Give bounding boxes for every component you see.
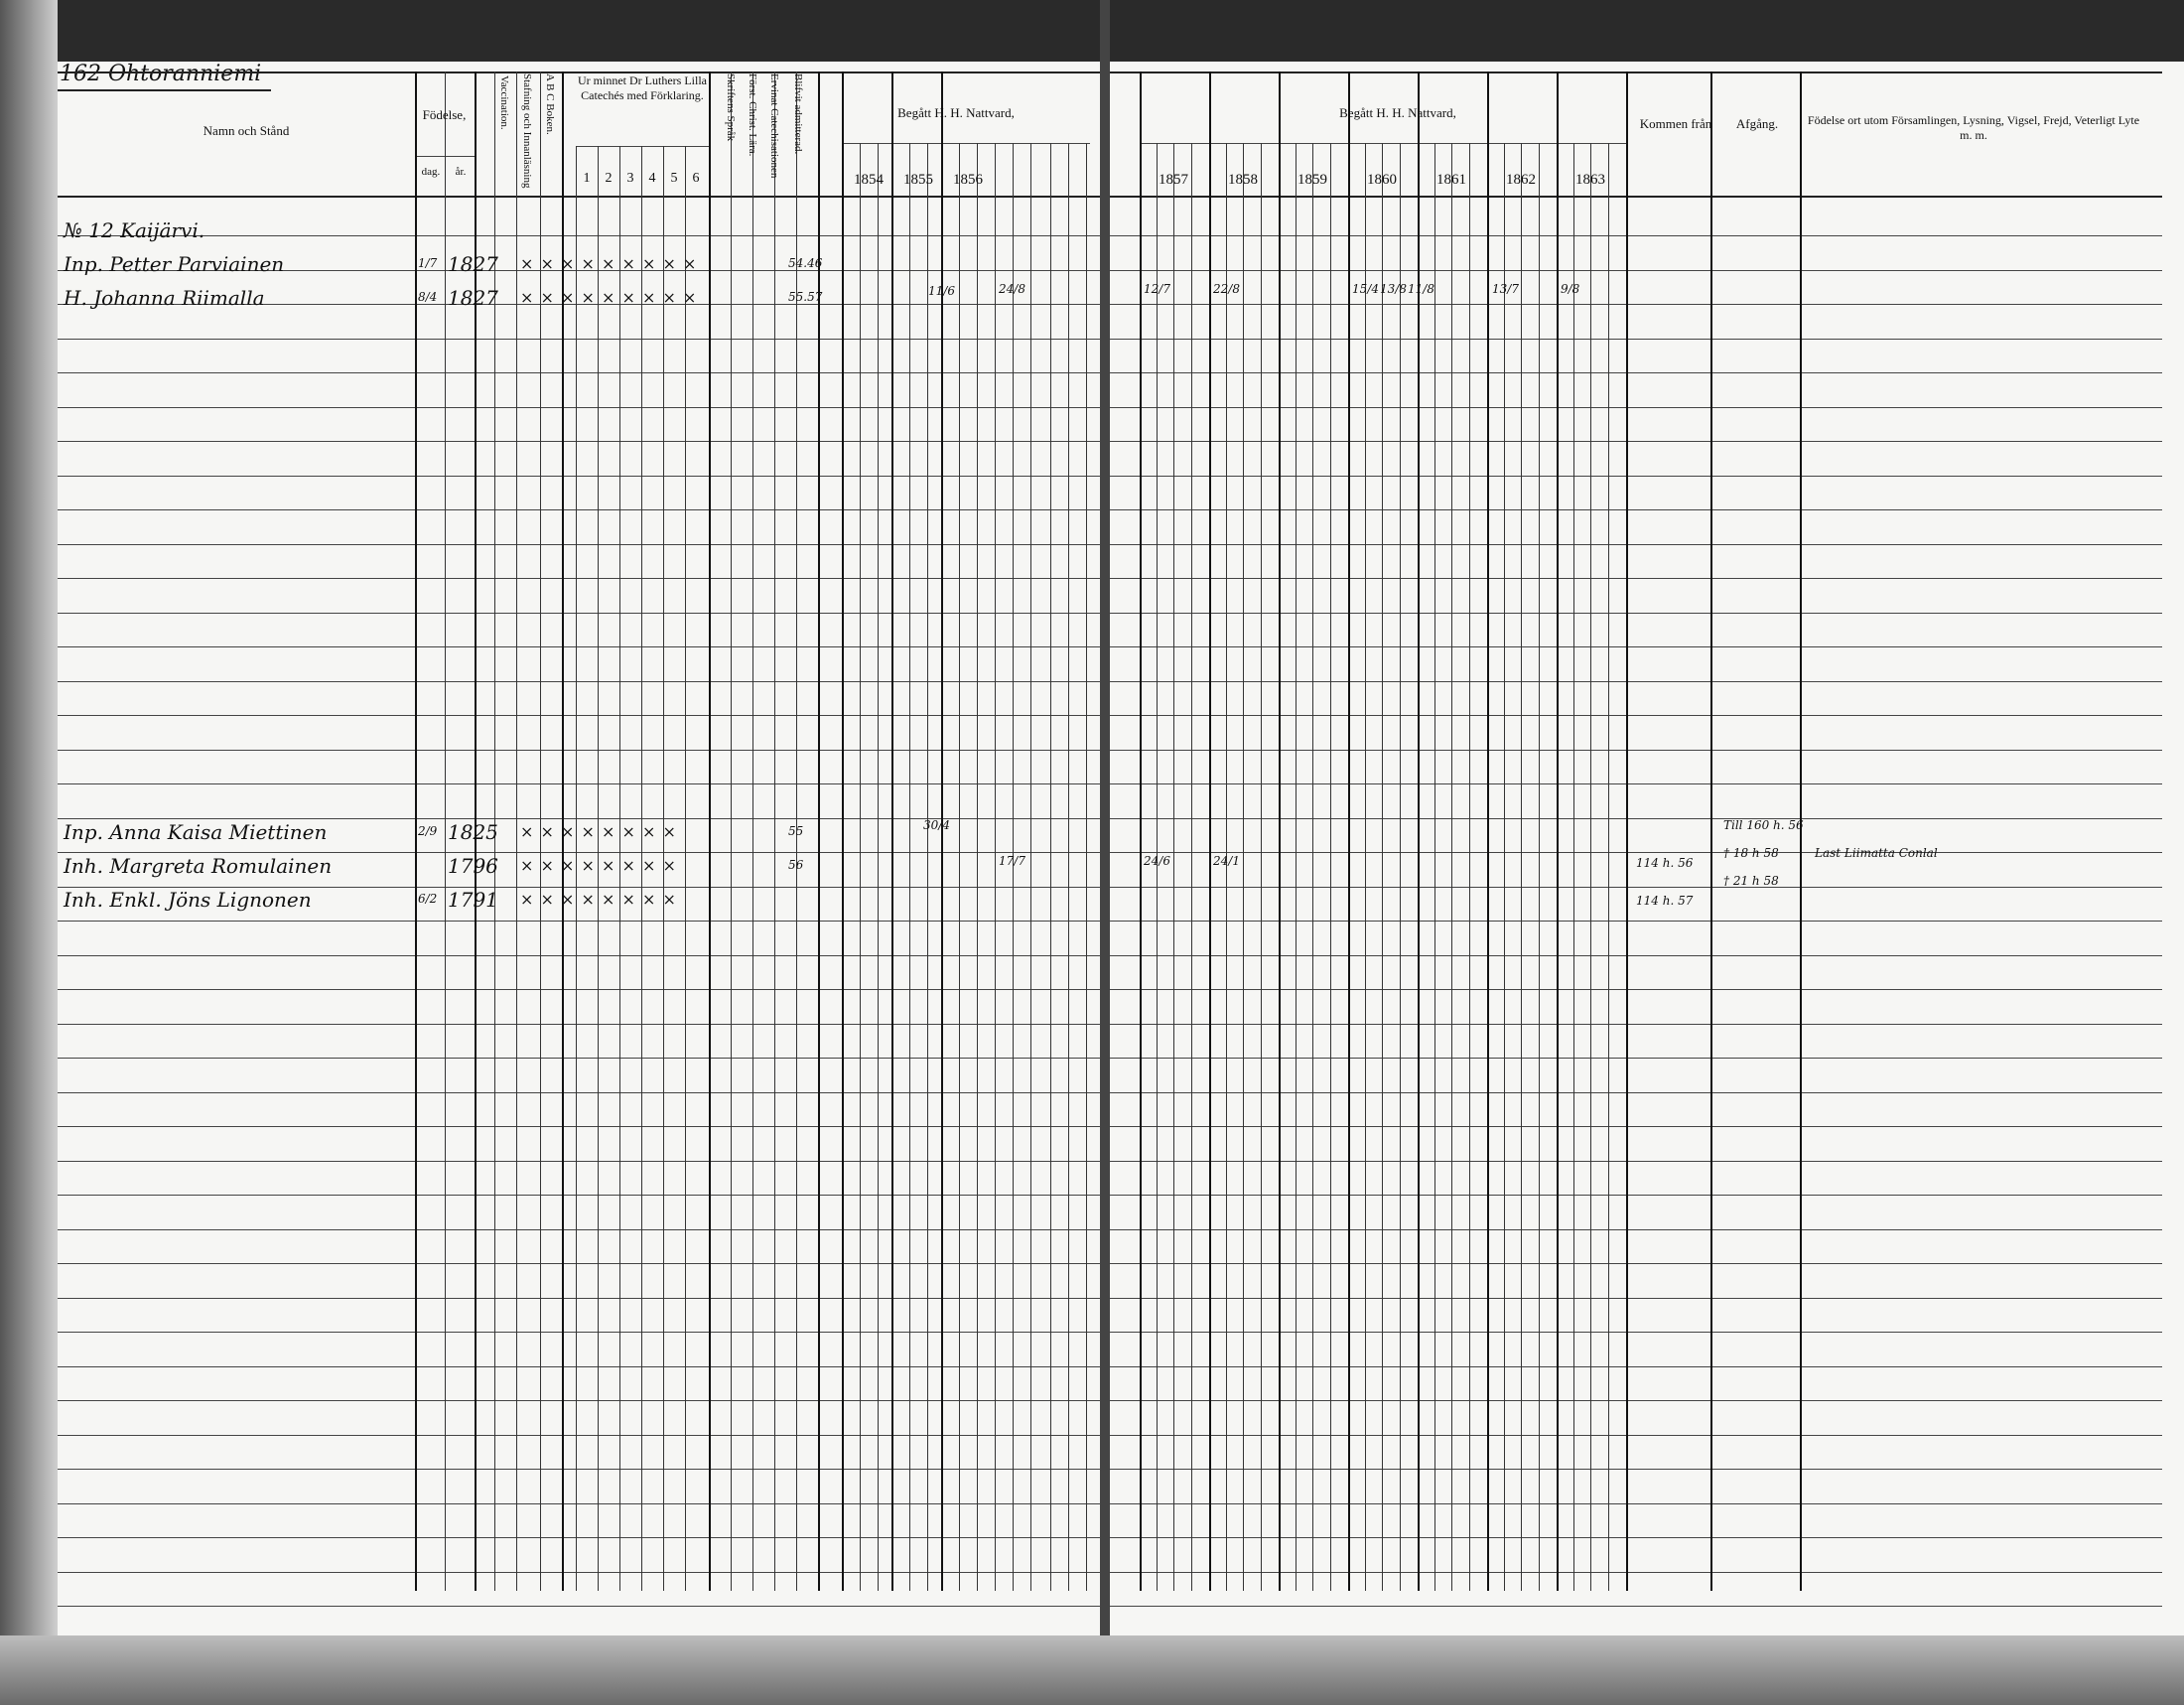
- year-header-1859: 1859: [1297, 172, 1327, 188]
- row-rule: [1110, 646, 2162, 647]
- row-rule: [1110, 613, 2162, 614]
- row-rule: [58, 783, 1100, 784]
- page-number-heading: [60, 62, 261, 86]
- col-rule: [445, 71, 446, 1591]
- kommen-row6: 114 h. 57: [1636, 894, 1694, 908]
- entry-birth-year: 1791: [448, 888, 498, 912]
- communion-mark-row2: 11/8: [1408, 282, 1434, 296]
- row-rule: [1110, 852, 2162, 853]
- row-rule: [1110, 235, 2162, 236]
- row-rule: [58, 1366, 1100, 1367]
- entry-birth-year: 1825: [448, 820, 498, 844]
- row-rule: [1110, 681, 2162, 682]
- communion-mark-row2: 15/4: [1352, 282, 1379, 296]
- entry-birth-year: 1796: [448, 854, 498, 878]
- row-rule: [1110, 270, 2162, 271]
- entry-examination-note: 54.46: [788, 256, 823, 270]
- left-register-page: [58, 62, 1100, 1635]
- row-rule: [1110, 955, 2162, 956]
- row-rule: [58, 476, 1100, 477]
- row-rule: [1110, 1195, 2162, 1196]
- col-rule: [959, 143, 960, 1591]
- entry-marks: × × × × × × × × ×: [520, 254, 698, 273]
- entry-name: Inh. Margreta Romulainen: [64, 854, 333, 878]
- entry-birth-day: 1/7: [418, 256, 438, 270]
- row-rule: [1110, 509, 2162, 510]
- row-rule: [58, 235, 1100, 236]
- col-rule: [1209, 71, 1211, 1591]
- rule: [58, 196, 1100, 198]
- afgang-row5: † 18 h 58: [1723, 846, 1779, 860]
- year-header-1862: 1862: [1506, 172, 1536, 188]
- col-rule: [685, 146, 686, 1591]
- year-header-1858: 1858: [1228, 172, 1258, 188]
- col-afgang-header: Afgång.: [1735, 116, 1779, 131]
- col-rule: [1487, 71, 1489, 1591]
- afgang-row6: † 21 h 58: [1723, 874, 1779, 888]
- col-fodelse-ort-header: Födelse ort utom Församlingen, Lysning, Vigsel, Frejd, Veterligt Lyte m. m.: [1807, 113, 2140, 142]
- scan-edge-shadow: [0, 0, 58, 1705]
- row-rule: [58, 1263, 1100, 1264]
- rule: [1140, 143, 1626, 144]
- row-rule: [1110, 304, 2162, 305]
- col-nattvard-header: Begått H. H. Nattvard,: [897, 105, 1015, 120]
- row-rule: [58, 1195, 1100, 1196]
- row-rule: [1110, 578, 2162, 579]
- col-rule: [1434, 143, 1435, 1591]
- kommen-row5: 114 h. 56: [1636, 856, 1694, 870]
- book-spine: [1100, 0, 1110, 1705]
- row-rule: [1110, 783, 2162, 784]
- col-rule: [516, 71, 517, 1591]
- row-rule: [1110, 1400, 2162, 1401]
- scan-bottom-shadow: [0, 1635, 2184, 1705]
- row-rule: [1110, 339, 2162, 340]
- col-vaccination-header: Vaccination.: [498, 75, 510, 130]
- col-stafning-header: Stafning och Innanläsning: [521, 73, 533, 189]
- col-ar-header: år.: [455, 166, 467, 178]
- row-rule: [1110, 1572, 2162, 1573]
- row-rule: [58, 1298, 1100, 1299]
- entry-marks: × × × × × × × ×: [520, 822, 677, 841]
- col-rule: [1504, 143, 1505, 1591]
- row-rule: [58, 1092, 1100, 1093]
- row-rule: [1110, 1606, 2162, 1607]
- col-examinerad-header: Ervinat Catechisationen: [768, 73, 780, 179]
- entry-name: Inp. Anna Kaisa Miettinen: [64, 820, 328, 844]
- entry-name: Inh. Enkl. Jöns Lignonen: [64, 888, 312, 912]
- col-rule: [1030, 143, 1031, 1591]
- col-dag-header: dag.: [421, 166, 441, 178]
- year-header-1857: 1857: [1159, 172, 1188, 188]
- rule: [576, 146, 710, 147]
- entry-birth-year: 1827: [448, 252, 498, 276]
- row-rule: [1110, 750, 2162, 751]
- row-rule: [1110, 1092, 2162, 1093]
- col-rule: [842, 71, 844, 1591]
- col-rule: [774, 71, 775, 1591]
- row-rule: [58, 1469, 1100, 1470]
- row-rule: [1110, 1058, 2162, 1059]
- row-rule: [58, 1400, 1100, 1401]
- row-rule: [1110, 476, 2162, 477]
- entry-marks: × × × × × × × ×: [520, 856, 677, 875]
- col-rule: [1590, 143, 1591, 1591]
- communion-mark-row2: 12/7: [1144, 282, 1170, 296]
- col-rule: [1068, 143, 1069, 1591]
- entry-name: H. Johanna Riimalla: [64, 286, 265, 310]
- mark-1856-row5: 17/7: [999, 854, 1025, 868]
- catechism-number-1: 1: [583, 171, 591, 186]
- row-rule: [58, 1606, 1100, 1607]
- year-header-1855: 1855: [903, 172, 933, 188]
- row-rule: [58, 681, 1100, 682]
- col-rule: [995, 143, 996, 1591]
- col-rule: [909, 143, 910, 1591]
- col-rule: [1140, 71, 1142, 1591]
- entry-name: № 12 Kaijärvi.: [64, 218, 205, 242]
- row-rule: [1110, 818, 2162, 819]
- col-kommen-header: Kommen från: [1639, 116, 1712, 131]
- col-rule: [1382, 143, 1383, 1591]
- row-rule: [58, 441, 1100, 442]
- entry-examination-note: 55: [788, 824, 804, 838]
- entry-birth-day: 6/2: [418, 892, 438, 906]
- mark-1855-row4: 30/4: [923, 818, 950, 832]
- row-rule: [1110, 1366, 2162, 1367]
- col-nattvard-right-header: Begått H. H. Nattvard,: [1339, 105, 1456, 120]
- row-rule: [58, 921, 1100, 922]
- row-rule: [1110, 1126, 2162, 1127]
- col-rule: [1296, 143, 1297, 1591]
- communion-mark-row2: 13/7: [1492, 282, 1519, 296]
- row-rule: [1110, 715, 2162, 716]
- entry-marks: × × × × × × × × ×: [520, 288, 698, 307]
- row-rule: [58, 578, 1100, 579]
- page-number: 162: [60, 62, 101, 86]
- row-rule: [1110, 921, 2162, 922]
- communion-mark-row2: 13/8: [1380, 282, 1407, 296]
- col-rule: [860, 143, 861, 1591]
- col-rule: [1608, 143, 1609, 1591]
- row-rule: [58, 852, 1100, 853]
- row-rule: [58, 613, 1100, 614]
- row-rule: [58, 372, 1100, 373]
- col-rule: [1418, 71, 1420, 1591]
- col-rule: [1400, 143, 1401, 1591]
- row-rule: [58, 1126, 1100, 1127]
- mark-1856-row2: 24/8: [999, 282, 1025, 296]
- col-rule: [878, 143, 879, 1591]
- col-rule: [1365, 143, 1366, 1591]
- row-rule: [58, 1435, 1100, 1436]
- year-header-1863: 1863: [1575, 172, 1605, 188]
- row-rule: [1110, 1229, 2162, 1230]
- catechism-number-4: 4: [648, 171, 656, 186]
- rule: [1110, 71, 2162, 73]
- row-rule: [1110, 372, 2162, 373]
- row-rule: [1110, 1024, 2162, 1025]
- communion-mark-row2: 9/8: [1561, 282, 1580, 296]
- entry-marks: × × × × × × × ×: [520, 890, 677, 909]
- row-rule: [58, 989, 1100, 990]
- catechism-number-6: 6: [692, 171, 700, 186]
- row-rule: [58, 715, 1100, 716]
- row-rule: [58, 1229, 1100, 1230]
- row-rule: [1110, 407, 2162, 408]
- year-header-1861: 1861: [1436, 172, 1466, 188]
- col-rule: [1348, 71, 1350, 1591]
- row-rule: [1110, 1435, 2162, 1436]
- entry-birth-day: 2/9: [418, 824, 438, 838]
- col-rule: [1539, 143, 1540, 1591]
- col-rule: [731, 71, 732, 1591]
- row-rule: [1110, 1263, 2162, 1264]
- col-rule: [1626, 71, 1628, 1591]
- row-rule: [58, 407, 1100, 408]
- row-rule: [1110, 887, 2162, 888]
- col-rule: [1557, 71, 1559, 1591]
- note-row5: Last Liimatta Conlal: [1815, 846, 1938, 860]
- row-rule: [58, 750, 1100, 751]
- col-namn-header: Namn och Stånd: [203, 123, 290, 138]
- col-rule: [1451, 143, 1452, 1591]
- catechism-number-2: 2: [605, 171, 613, 186]
- col-rule: [1279, 71, 1281, 1591]
- row-rule: [58, 1537, 1100, 1538]
- entry-name: Inp. Petter Parviainen: [64, 252, 285, 276]
- afgang-row4: Till 160 h. 56: [1723, 818, 1804, 832]
- year-header-1860: 1860: [1367, 172, 1397, 188]
- col-rule: [1243, 143, 1244, 1591]
- row-rule: [1110, 1537, 2162, 1538]
- row-rule: [58, 339, 1100, 340]
- rule: [842, 143, 1090, 144]
- col-fodelse-header: Födelse,: [422, 107, 467, 122]
- col-rule: [1050, 143, 1051, 1591]
- row-rule: [58, 1161, 1100, 1162]
- col-skriftens-header: Skriftens Språk: [725, 73, 737, 142]
- place-name: Ohtoranniemi: [108, 62, 262, 86]
- row-rule: [58, 1503, 1100, 1504]
- col-rule: [1086, 143, 1087, 1591]
- mark-1855-row2: 11/6: [928, 284, 955, 298]
- col-rule: [415, 71, 417, 1591]
- entry-examination-note: 55.57: [788, 290, 823, 304]
- row-rule: [58, 955, 1100, 956]
- col-abc-header: A B C Boken.: [544, 73, 556, 135]
- row-rule: [1110, 989, 2162, 990]
- right-register-page: [1110, 62, 2184, 1635]
- col-rule: [1573, 143, 1574, 1591]
- row-rule: [1110, 1503, 2162, 1504]
- catechism-number-5: 5: [670, 171, 678, 186]
- entry-birth-day: 8/4: [418, 290, 438, 304]
- col-rule: [1521, 143, 1522, 1591]
- row-rule: [1110, 1332, 2162, 1333]
- row-rule: [1110, 1469, 2162, 1470]
- row-rule: [58, 1572, 1100, 1573]
- entry-birth-year: 1827: [448, 286, 498, 310]
- col-forst-christ-header: Först. Christ. Lära.: [747, 73, 758, 157]
- row-rule: [58, 1332, 1100, 1333]
- col-rule: [1191, 143, 1192, 1591]
- row-rule: [58, 1024, 1100, 1025]
- communion-mark-row5: 24/1: [1213, 854, 1240, 868]
- col-rule: [1312, 143, 1313, 1591]
- col-rule: [927, 143, 928, 1591]
- row-rule: [1110, 441, 2162, 442]
- row-rule: [58, 646, 1100, 647]
- col-rule: [1710, 71, 1712, 1591]
- row-rule: [58, 509, 1100, 510]
- row-rule: [1110, 1161, 2162, 1162]
- col-rule: [752, 71, 753, 1591]
- row-rule: [1110, 1298, 2162, 1299]
- col-rule: [1469, 143, 1470, 1591]
- row-rule: [58, 1058, 1100, 1059]
- col-rule: [1330, 143, 1331, 1591]
- col-rule: [709, 71, 711, 1591]
- heading-rule: [58, 89, 271, 91]
- catechism-number-3: 3: [626, 171, 634, 186]
- communion-mark-row2: 22/8: [1213, 282, 1240, 296]
- communion-mark-row5: 24/6: [1144, 854, 1170, 868]
- year-header-1854: 1854: [854, 172, 884, 188]
- col-catechism-header: Ur minnet Dr Luthers Lilla Catechés med Förklaring.: [578, 73, 707, 102]
- col-admitterad-header: Blifvit admitterad.: [792, 73, 804, 155]
- rule: [1110, 196, 2162, 198]
- col-rule: [1261, 143, 1262, 1591]
- year-header-1856: 1856: [953, 172, 983, 188]
- col-rule: [977, 143, 978, 1591]
- row-rule: [58, 544, 1100, 545]
- row-rule: [1110, 544, 2162, 545]
- entry-examination-note: 56: [788, 858, 804, 872]
- col-rule: [891, 71, 893, 1591]
- col-rule: [1173, 143, 1174, 1591]
